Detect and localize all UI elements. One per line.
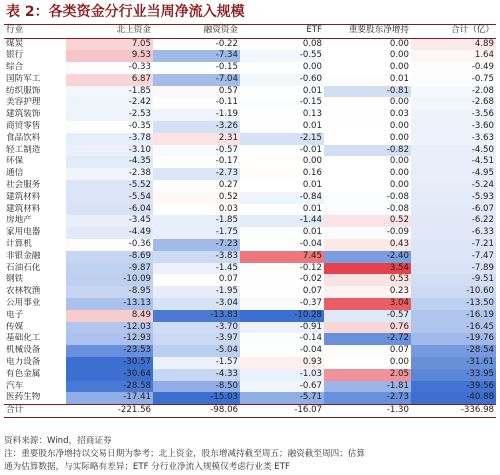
value-cell: -0.57 — [153, 145, 240, 157]
value-cell: 0.07 — [153, 274, 240, 286]
value-cell: -28.58 — [66, 381, 153, 393]
industry-cell: 房地产 — [6, 215, 32, 226]
industry-cell: 纺织服饰 — [6, 85, 41, 96]
table-row — [4, 310, 496, 322]
industry-cell: 计算机 — [6, 239, 32, 250]
value-cell: -12.03 — [66, 322, 153, 334]
value-cell: -0.04 — [240, 239, 324, 251]
page-title: 表 2：各类资金分行业当周净流入规模 — [6, 4, 245, 20]
value-cell: -0.01 — [240, 145, 324, 157]
value-cell: 0.13 — [240, 109, 324, 121]
industry-cell: 煤炭 — [6, 38, 24, 49]
value-cell: -0.55 — [240, 50, 324, 62]
footnote-line-1: 注：重要股东净增持以交易日期为参考；北上资金，股东增减持截至周五；融资截至周四；估算 — [4, 449, 365, 459]
value-cell: -2.15 — [240, 133, 324, 145]
value-cell: -9.51 — [411, 274, 496, 286]
value-cell: -2.53 — [66, 109, 153, 121]
table-row — [4, 62, 496, 74]
value-cell: -2.42 — [66, 97, 153, 109]
table-row — [4, 381, 496, 393]
value-cell: -3.26 — [153, 121, 240, 133]
value-cell: -1.45 — [153, 263, 240, 275]
value-cell: 0.57 — [153, 86, 240, 98]
total-cell: -1.30 — [324, 405, 411, 418]
value-cell: 0.43 — [324, 239, 411, 251]
value-cell: -0.02 — [240, 274, 324, 286]
value-cell: 4.89 — [411, 38, 496, 50]
value-cell: -15.03 — [153, 392, 240, 404]
value-cell: 2.05 — [324, 369, 411, 381]
industry-cell: 国防军工 — [6, 73, 41, 84]
value-cell: 1.64 — [411, 50, 496, 62]
table-row — [4, 86, 496, 98]
value-cell: -0.82 — [324, 145, 411, 157]
value-cell: -4.95 — [411, 168, 496, 180]
industry-cell: 环保 — [6, 156, 24, 167]
header-cell: 行业 — [4, 25, 66, 39]
value-cell: -0.08 — [324, 204, 411, 216]
industry-cell: 食品饮料 — [6, 132, 41, 143]
industry-cell: 美容护理 — [6, 97, 41, 108]
table-row — [4, 263, 496, 275]
total-cell: -16.07 — [240, 405, 324, 418]
value-cell: -3.45 — [66, 215, 153, 227]
value-cell: -4.35 — [66, 156, 153, 168]
table-row — [4, 109, 496, 121]
value-cell: 0.00 — [324, 156, 411, 168]
value-cell: -3.04 — [153, 298, 240, 310]
value-cell: -0.33 — [66, 62, 153, 74]
value-cell: 0.00 — [324, 62, 411, 74]
value-cell: -8.69 — [66, 251, 153, 263]
value-cell: -23.53 — [66, 345, 153, 357]
table-row — [4, 322, 496, 334]
table-row — [4, 298, 496, 310]
value-cell: 0.01 — [324, 74, 411, 86]
header-cell: ETF — [240, 25, 324, 39]
table-row — [4, 333, 496, 345]
value-cell: -8.50 — [153, 381, 240, 393]
total-cell: -336.98 — [411, 405, 496, 418]
header-cell: 北上资金 — [66, 25, 153, 39]
industry-cell: 家用电器 — [6, 227, 41, 238]
industry-cell: 建筑材料 — [6, 203, 41, 214]
value-cell: -6.07 — [411, 204, 496, 216]
value-cell: 9.53 — [66, 50, 153, 62]
value-cell: -0.57 — [324, 310, 411, 322]
value-cell: -31.61 — [411, 357, 496, 369]
table-row — [4, 204, 496, 216]
value-cell: 0.00 — [324, 357, 411, 369]
value-cell: 2.31 — [153, 133, 240, 145]
industry-cell: 基础化工 — [6, 333, 41, 344]
value-cell: -3.97 — [153, 333, 240, 345]
table-row — [4, 227, 496, 239]
value-cell: -7.34 — [153, 50, 240, 62]
value-cell: -0.91 — [240, 322, 324, 334]
table-row — [4, 192, 496, 204]
table-row — [4, 392, 496, 404]
table-row — [4, 215, 496, 227]
value-cell: -1.57 — [153, 357, 240, 369]
value-cell: -1.81 — [324, 381, 411, 393]
total-label: 合计 — [4, 405, 66, 418]
value-cell: -0.15 — [153, 62, 240, 74]
value-cell: -1.85 — [66, 86, 153, 98]
value-cell: -1.95 — [153, 286, 240, 298]
table-row — [4, 156, 496, 168]
value-cell: -0.35 — [66, 121, 153, 133]
value-cell: -4.33 — [153, 369, 240, 381]
value-cell: 0.01 — [240, 204, 324, 216]
value-cell: 0.00 — [324, 97, 411, 109]
value-cell: -2.38 — [66, 168, 153, 180]
table-row — [4, 168, 496, 180]
industry-cell: 公用事业 — [6, 298, 41, 309]
value-cell: 8.49 — [66, 310, 153, 322]
table-row — [4, 239, 496, 251]
value-cell: -40.88 — [411, 392, 496, 404]
value-cell: -13.13 — [66, 298, 153, 310]
value-cell: -4.51 — [411, 156, 496, 168]
value-cell: 0.01 — [240, 180, 324, 192]
value-cell: 7.45 — [240, 251, 324, 263]
value-cell: -3.56 — [411, 109, 496, 121]
industry-cell: 非银金融 — [6, 250, 41, 261]
value-cell: -8.95 — [66, 286, 153, 298]
value-cell: -30.64 — [66, 369, 153, 381]
value-cell: -0.60 — [240, 74, 324, 86]
value-cell: -2.40 — [324, 251, 411, 263]
value-cell: 0.16 — [240, 168, 324, 180]
value-cell: -7.04 — [153, 74, 240, 86]
value-cell: 0.07 — [324, 345, 411, 357]
value-cell: 0.53 — [324, 274, 411, 286]
value-cell: -5.71 — [240, 392, 324, 404]
value-cell: -5.24 — [411, 180, 496, 192]
table-row — [4, 286, 496, 298]
value-cell: 0.00 — [240, 62, 324, 74]
industry-cell: 传媒 — [6, 321, 24, 332]
industry-cell: 综合 — [6, 62, 24, 73]
table-row — [4, 345, 496, 357]
value-cell: -0.11 — [153, 97, 240, 109]
value-cell: -30.57 — [66, 357, 153, 369]
industry-cell: 机械设备 — [6, 345, 41, 356]
value-cell: -7.47 — [411, 251, 496, 263]
flow-table — [4, 24, 496, 418]
value-cell: 0.01 — [240, 121, 324, 133]
value-cell: -3.83 — [153, 251, 240, 263]
value-cell: 0.52 — [324, 215, 411, 227]
value-cell: 0.23 — [324, 286, 411, 298]
value-cell: 0.00 — [324, 38, 411, 50]
value-cell: -2.73 — [324, 392, 411, 404]
value-cell: -0.08 — [324, 192, 411, 204]
value-cell: -28.54 — [411, 345, 496, 357]
table-row — [4, 369, 496, 381]
value-cell: -0.17 — [153, 156, 240, 168]
value-cell: 0.00 — [324, 50, 411, 62]
value-cell: -3.10 — [66, 145, 153, 157]
industry-cell: 汽车 — [6, 380, 24, 391]
table-row — [4, 133, 496, 145]
industry-cell: 通信 — [6, 168, 24, 179]
value-cell: -2.72 — [324, 333, 411, 345]
value-cell: -0.22 — [153, 38, 240, 50]
value-cell: -3.70 — [153, 322, 240, 334]
industry-cell: 钢铁 — [6, 274, 24, 285]
value-cell: -3.60 — [411, 121, 496, 133]
value-cell: 0.27 — [153, 180, 240, 192]
value-cell: -6.22 — [411, 215, 496, 227]
value-cell: -0.09 — [324, 227, 411, 239]
value-cell: 0.03 — [324, 109, 411, 121]
value-cell: -0.36 — [66, 239, 153, 251]
table-row — [4, 357, 496, 369]
industry-cell: 商贸零售 — [6, 121, 41, 132]
value-cell: -6.04 — [66, 204, 153, 216]
value-cell: -1.85 — [153, 215, 240, 227]
table-row — [4, 97, 496, 109]
value-cell: -0.84 — [240, 192, 324, 204]
industry-cell: 电力设备 — [6, 357, 41, 368]
value-cell: -10.60 — [411, 286, 496, 298]
value-cell: -33.95 — [411, 369, 496, 381]
value-cell: -39.56 — [411, 381, 496, 393]
value-cell: -2.68 — [411, 97, 496, 109]
value-cell: -13.50 — [411, 298, 496, 310]
value-cell: -0.37 — [240, 298, 324, 310]
value-cell: -3.63 — [411, 133, 496, 145]
table-row — [4, 145, 496, 157]
industry-cell: 银行 — [6, 50, 24, 61]
value-cell: -6.33 — [411, 227, 496, 239]
value-cell: -10.28 — [240, 310, 324, 322]
table-row — [4, 274, 496, 286]
table-row — [4, 121, 496, 133]
industry-cell: 医药生物 — [6, 392, 41, 403]
value-cell: -2.08 — [411, 86, 496, 98]
table-row — [4, 180, 496, 192]
table-row — [4, 50, 496, 62]
value-cell: -5.93 — [411, 192, 496, 204]
value-cell: -5.52 — [66, 180, 153, 192]
industry-cell: 建筑装饰 — [6, 109, 41, 120]
value-cell: -0.81 — [324, 86, 411, 98]
industry-cell: 农林牧渔 — [6, 286, 41, 297]
table-header-row — [4, 25, 496, 39]
value-cell: -5.54 — [66, 192, 153, 204]
value-cell: -0.49 — [411, 62, 496, 74]
footnote-line-2: 通为估算数据，与实际略有差异；ETF 分行业净流入规模仅考虑行业类 ETF — [4, 462, 290, 472]
total-row — [4, 405, 496, 418]
industry-cell: 建筑材料 — [6, 191, 41, 202]
value-cell: 0.76 — [324, 322, 411, 334]
value-cell: 0.00 — [240, 156, 324, 168]
value-cell: -1.03 — [240, 369, 324, 381]
value-cell: 0.01 — [240, 227, 324, 239]
value-cell: -0.12 — [240, 263, 324, 275]
value-cell: -0.67 — [240, 381, 324, 393]
value-cell: -0.15 — [240, 97, 324, 109]
value-cell: 7.05 — [66, 38, 153, 50]
value-cell: -13.83 — [153, 310, 240, 322]
value-cell: 0.52 — [153, 192, 240, 204]
value-cell: -7.89 — [411, 263, 496, 275]
table-row — [4, 74, 496, 86]
value-cell: -16.45 — [411, 322, 496, 334]
value-cell: -1.19 — [153, 109, 240, 121]
value-cell: -3.78 — [66, 133, 153, 145]
total-cell: -221.56 — [66, 405, 153, 418]
value-cell: -0.04 — [240, 345, 324, 357]
value-cell: -9.87 — [66, 263, 153, 275]
value-cell: -19.76 — [411, 333, 496, 345]
value-cell: 0.01 — [240, 86, 324, 98]
value-cell: 0.93 — [240, 357, 324, 369]
header-cell: 重要股东净增持 — [324, 25, 411, 39]
value-cell: 0.00 — [324, 168, 411, 180]
value-cell: -7.21 — [411, 239, 496, 251]
header-cell: 融资资金 — [153, 25, 240, 39]
value-cell: -0.14 — [240, 333, 324, 345]
value-cell: -4.50 — [411, 145, 496, 157]
industry-cell: 社会服务 — [6, 180, 41, 191]
value-cell: -0.75 — [411, 74, 496, 86]
value-cell: -1.44 — [240, 215, 324, 227]
total-cell: -98.06 — [153, 405, 240, 418]
value-cell: 0.00 — [324, 133, 411, 145]
value-cell: -1.75 — [153, 227, 240, 239]
value-cell: 6.87 — [66, 74, 153, 86]
value-cell: -4.49 — [66, 227, 153, 239]
industry-cell: 轻工制造 — [6, 144, 41, 155]
value-cell: -5.04 — [153, 345, 240, 357]
source-note: 资料来源：Wind，招商证券 — [4, 436, 112, 446]
value-cell: 3.54 — [324, 263, 411, 275]
value-cell: 3.04 — [324, 298, 411, 310]
industry-cell: 有色金属 — [6, 368, 41, 379]
value-cell: -7.23 — [153, 239, 240, 251]
industry-cell: 电子 — [6, 309, 24, 320]
table-row — [4, 251, 496, 263]
industry-cell: 石油石化 — [6, 262, 41, 273]
table-row — [4, 38, 496, 50]
value-cell: 0.03 — [153, 204, 240, 216]
value-cell: -16.19 — [411, 310, 496, 322]
value-cell: 0.00 — [324, 121, 411, 133]
value-cell: -17.41 — [66, 392, 153, 404]
value-cell: -12.93 — [66, 333, 153, 345]
value-cell: -2.73 — [153, 168, 240, 180]
value-cell: -10.09 — [66, 274, 153, 286]
value-cell: 0.00 — [324, 180, 411, 192]
value-cell: 0.07 — [240, 286, 324, 298]
header-cell: 合计（亿） — [411, 25, 496, 39]
value-cell: 0.08 — [240, 38, 324, 50]
